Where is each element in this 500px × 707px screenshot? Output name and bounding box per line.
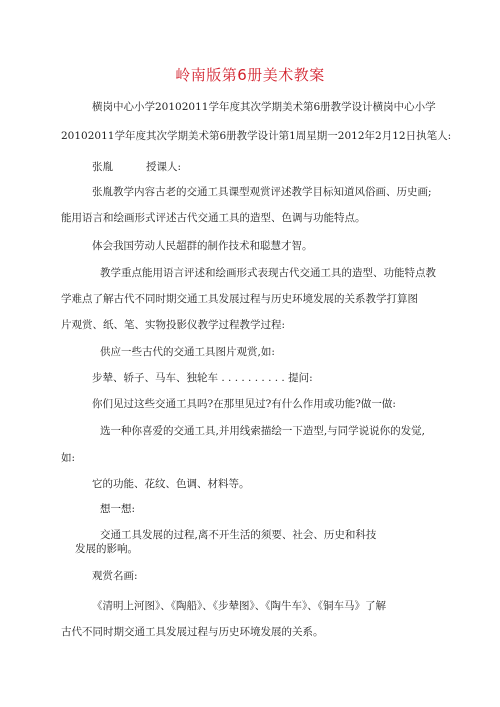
text-line: 交通工具发展的过程,离不开生活的须要、社会、历史和科技 [100,529,377,541]
text-line: 学难点了解古代不同时期交通工具发展过程与历史环境发展的关系教学打算图 [61,293,418,305]
text-line: 如: [61,452,76,464]
text-line: 观赏名画: [92,570,138,582]
document-title: 岭南版第6册美术教案 [175,66,325,84]
text-line: 你们见过这些交通工具吗?在那里见过?有什么作用或功能?做一做: [92,398,396,410]
text-line: 想一想: [100,503,136,515]
teacher-label: 授课人: [146,161,182,173]
text-line: 它的功能、花纹、色调、材料等。 [92,478,250,490]
text-line: 古代不同时期交通工具发展过程与历史环境发展的关系。 [61,626,324,638]
text-line: 体会我国劳动人民超群的制作技术和聪慧才智。 [92,240,313,252]
author-name: 张胤 [92,161,113,173]
text-line: 选一种你喜爱的交通工具,并用线索描绘一下造型,与同学说说你的发觉, [100,425,426,437]
text-line: 能用语言和绘画形式评述古代交通工具的造型、色调与功能特点。 [61,212,366,224]
text-line: 张胤教学内容古老的交通工具课型观赏评述教学目标知道风俗画、历史画; [92,186,432,198]
text-line: 步辇、轿子、马车、独轮车 . . . . . . . . . . 提问: [92,372,313,384]
text-line: 教学重点能用语言评述和绘画形式表现古代交通工具的造型、功能特点教 [100,267,436,279]
text-line: 片观赏、纸、笔、实物投影仪教学过程教学过程: [61,319,286,331]
text-line: 横岗中心小学20102011学年度其次学期美术第6册教学设计横岗中心小学 [92,101,436,113]
text-line: 《清明上河图》、《陶船》、《步辇图》、《陶牛车》、《铜车马》了解 [92,600,386,612]
text-line: 20102011学年度其次学期美术第6册教学设计第1周星期一2012年2月12日执笔人: [61,130,452,142]
text-line: 发展的影响。 [75,543,138,555]
text-line: 供应一些古代的交通工具图片观赏,如: [100,346,275,358]
